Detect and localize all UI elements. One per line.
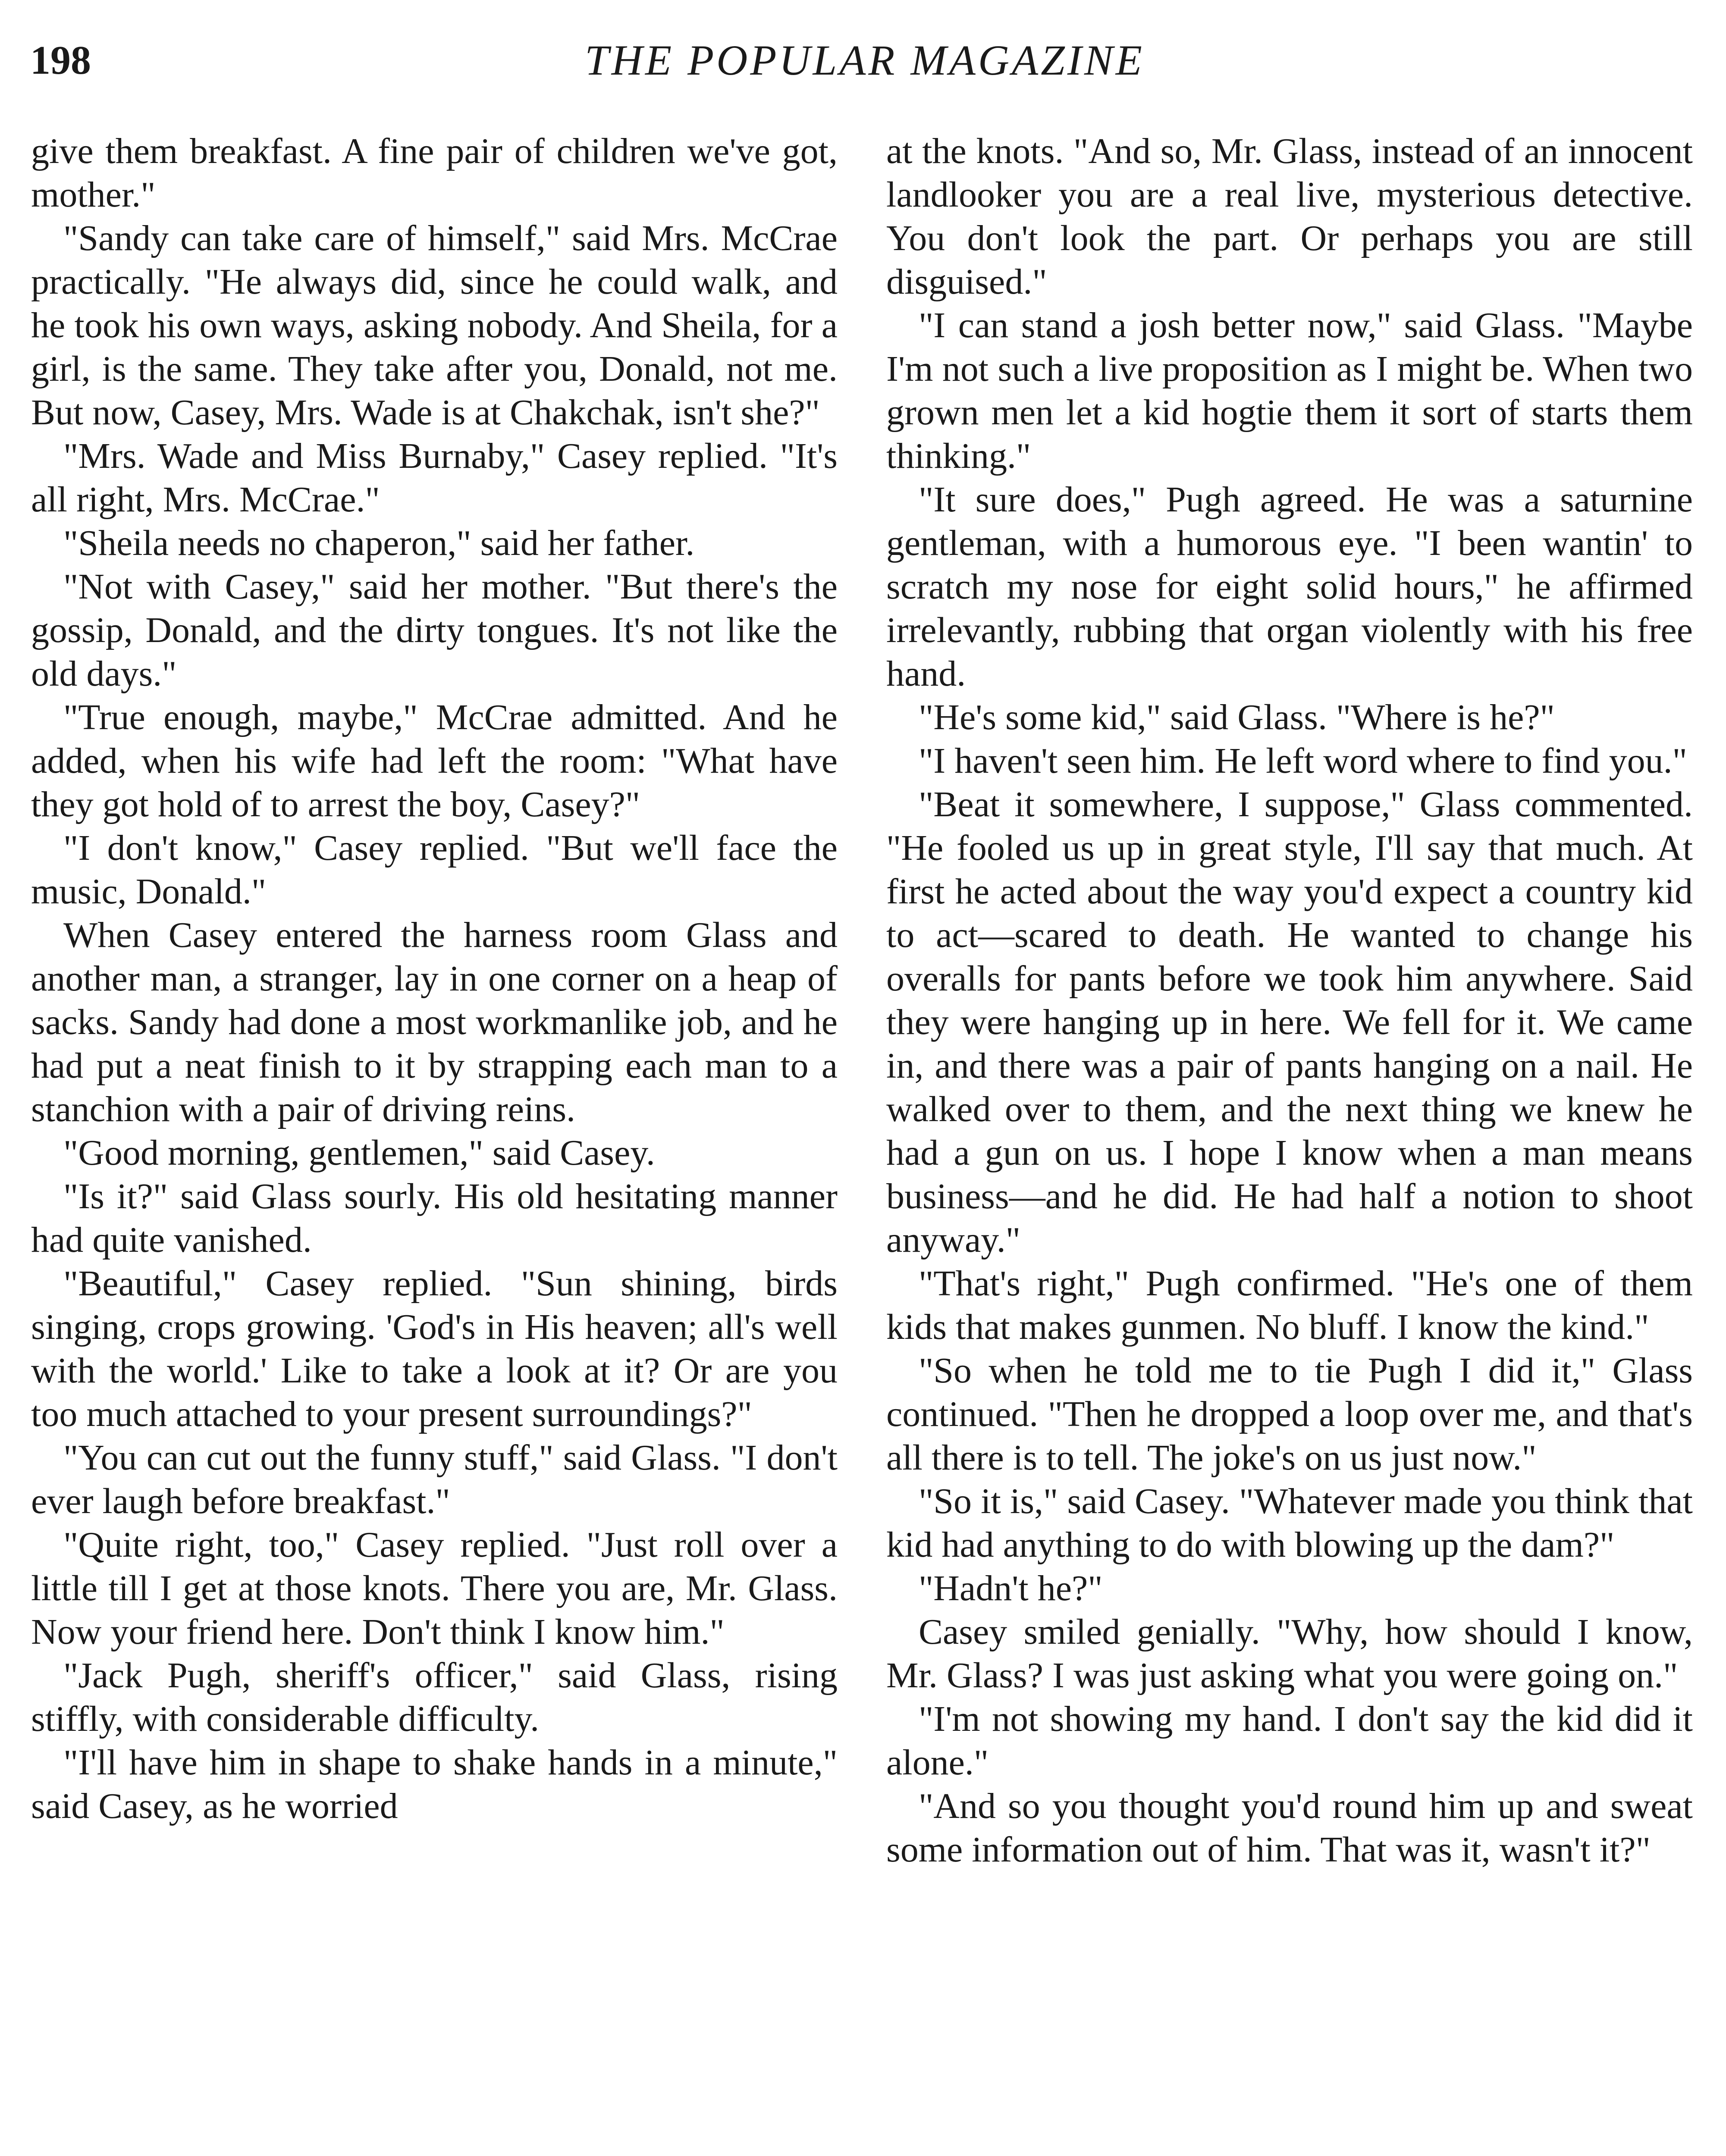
paragraph: "Is it?" said Glass sourly. His old hesitating manner had quite vanished. bbox=[31, 1176, 838, 1260]
paragraph: give them breakfast. A fine pair of children we've got, mother." bbox=[31, 131, 838, 215]
paragraph: "Quite right, too," Casey replied. "Just roll over a little till I get at those knots. There you are, Mr. Glass. Now your friend here. Don't think I know him." bbox=[31, 1525, 838, 1652]
page-number: 198 bbox=[30, 38, 91, 83]
running-head: THE POPULAR MAGAZINE bbox=[585, 36, 1145, 84]
left-column bbox=[31, 129, 838, 2156]
paragraph: "You can cut out the funny stuff," said Glass. "I don't ever laugh before breakfast." bbox=[31, 1438, 838, 1521]
paragraph: "Jack Pugh, sheriff's officer," said Glass, rising stiffly, with considerable difficulty. bbox=[31, 1655, 838, 1739]
paragraph: "I can stand a josh better now," said Glass. "Maybe I'm not such a live proposition as I might be. When two grown men let a kid hogtie them it sort of starts them thinking." bbox=[886, 305, 1693, 476]
paragraph: at the knots. "And so, Mr. Glass, instead of an innocent landlooker you are a real live, mysterious detective. You don't look the part. Or perhaps you are still disguised." bbox=[886, 131, 1693, 302]
paragraph: "Sandy can take care of himself," said Mrs. McCrae practically. "He always did, since he could walk, and he took his own ways, asking nobody. And Sheila, for a girl, is the same. They take after you, Donald, not me. But now, Casey, Mrs. Wade is at Chakchak, isn't she?" bbox=[31, 218, 838, 432]
paragraph: "Beat it somewhere, I suppose," Glass commented. "He fooled us up in great style, I'll say that much. At first he acted about the way you'd expect a country kid to act—scared to death. He wanted to change his overalls for pants before we took him anywhere. Said they were hanging up in here. We fell for it. We came in, and there was a pair of pants hanging on a nail. He walked over to them, and the next thing we knew he had a gun on us. I hope I know when a man means business—and he did. He had half a notion to shoot anyway." bbox=[886, 784, 1693, 1260]
paragraph: "I don't know," Casey replied. "But we'll face the music, Donald." bbox=[31, 828, 838, 912]
page-header bbox=[30, 30, 1699, 95]
paragraph: "I haven't seen him. He left word where to find you." bbox=[919, 741, 1687, 781]
paragraph: "Sheila needs no chaperon," said her father. bbox=[63, 523, 695, 563]
paragraph: "Hadn't he?" bbox=[919, 1568, 1103, 1608]
paragraph: "I'm not showing my hand. I don't say the kid did it alone." bbox=[886, 1699, 1693, 1783]
paragraph: "Good morning, gentlemen," said Casey. bbox=[63, 1133, 655, 1173]
paragraph: "Mrs. Wade and Miss Burnaby," Casey replied. "It's all right, Mrs. McCrae." bbox=[31, 436, 838, 520]
paragraph: "So when he told me to tie Pugh I did it," Glass continued. "Then he dropped a loop over me, and that's all there is to tell. The joke's on us just now." bbox=[886, 1351, 1693, 1478]
paragraph: "True enough, maybe," McCrae admitted. And he added, when his wife had left the room: "What have they got hold of to arrest the boy, Casey?" bbox=[31, 697, 838, 824]
paragraph: "And so you thought you'd round him up and sweat some information out of him. That was it, wasn't it?" bbox=[886, 1786, 1693, 1870]
paragraph: "That's right," Pugh confirmed. "He's one of them kids that makes gunmen. No bluff. I know the kind." bbox=[886, 1263, 1693, 1347]
paragraph: When Casey entered the harness room Glass and another man, a stranger, lay in one corner on a heap of sacks. Sandy had done a most workmanlike job, and he had put a neat finish to it by strapping each man to a stanchion with a pair of driving reins. bbox=[31, 915, 838, 1129]
paragraph: "Beautiful," Casey replied. "Sun shining, birds singing, crops growing. 'God's in His heaven; all's well with the world.' Like to take a look at it? Or are you too much attached to your present surroundings?" bbox=[31, 1263, 838, 1434]
right-column bbox=[886, 129, 1693, 2156]
paragraph: "Not with Casey," said her mother. "But there's the gossip, Donald, and the dirty tongues. It's not like the old days." bbox=[31, 567, 838, 694]
paragraph: Casey smiled genially. "Why, how should I know, Mr. Glass? I was just asking what you were going on." bbox=[886, 1612, 1693, 1695]
paragraph: "So it is," said Casey. "Whatever made you think that kid had anything to do with blowing up the dam?" bbox=[886, 1481, 1693, 1565]
paragraph: "I'll have him in shape to shake hands in a minute," said Casey, as he worried bbox=[31, 1742, 838, 1826]
paragraph: "It sure does," Pugh agreed. He was a saturnine gentleman, with a humorous eye. "I been wantin' to scratch my nose for eight solid hours," he affirmed irrelevantly, rubbing that organ violently with his free hand. bbox=[886, 479, 1693, 694]
paragraph: "He's some kid," said Glass. "Where is he?" bbox=[919, 697, 1555, 737]
